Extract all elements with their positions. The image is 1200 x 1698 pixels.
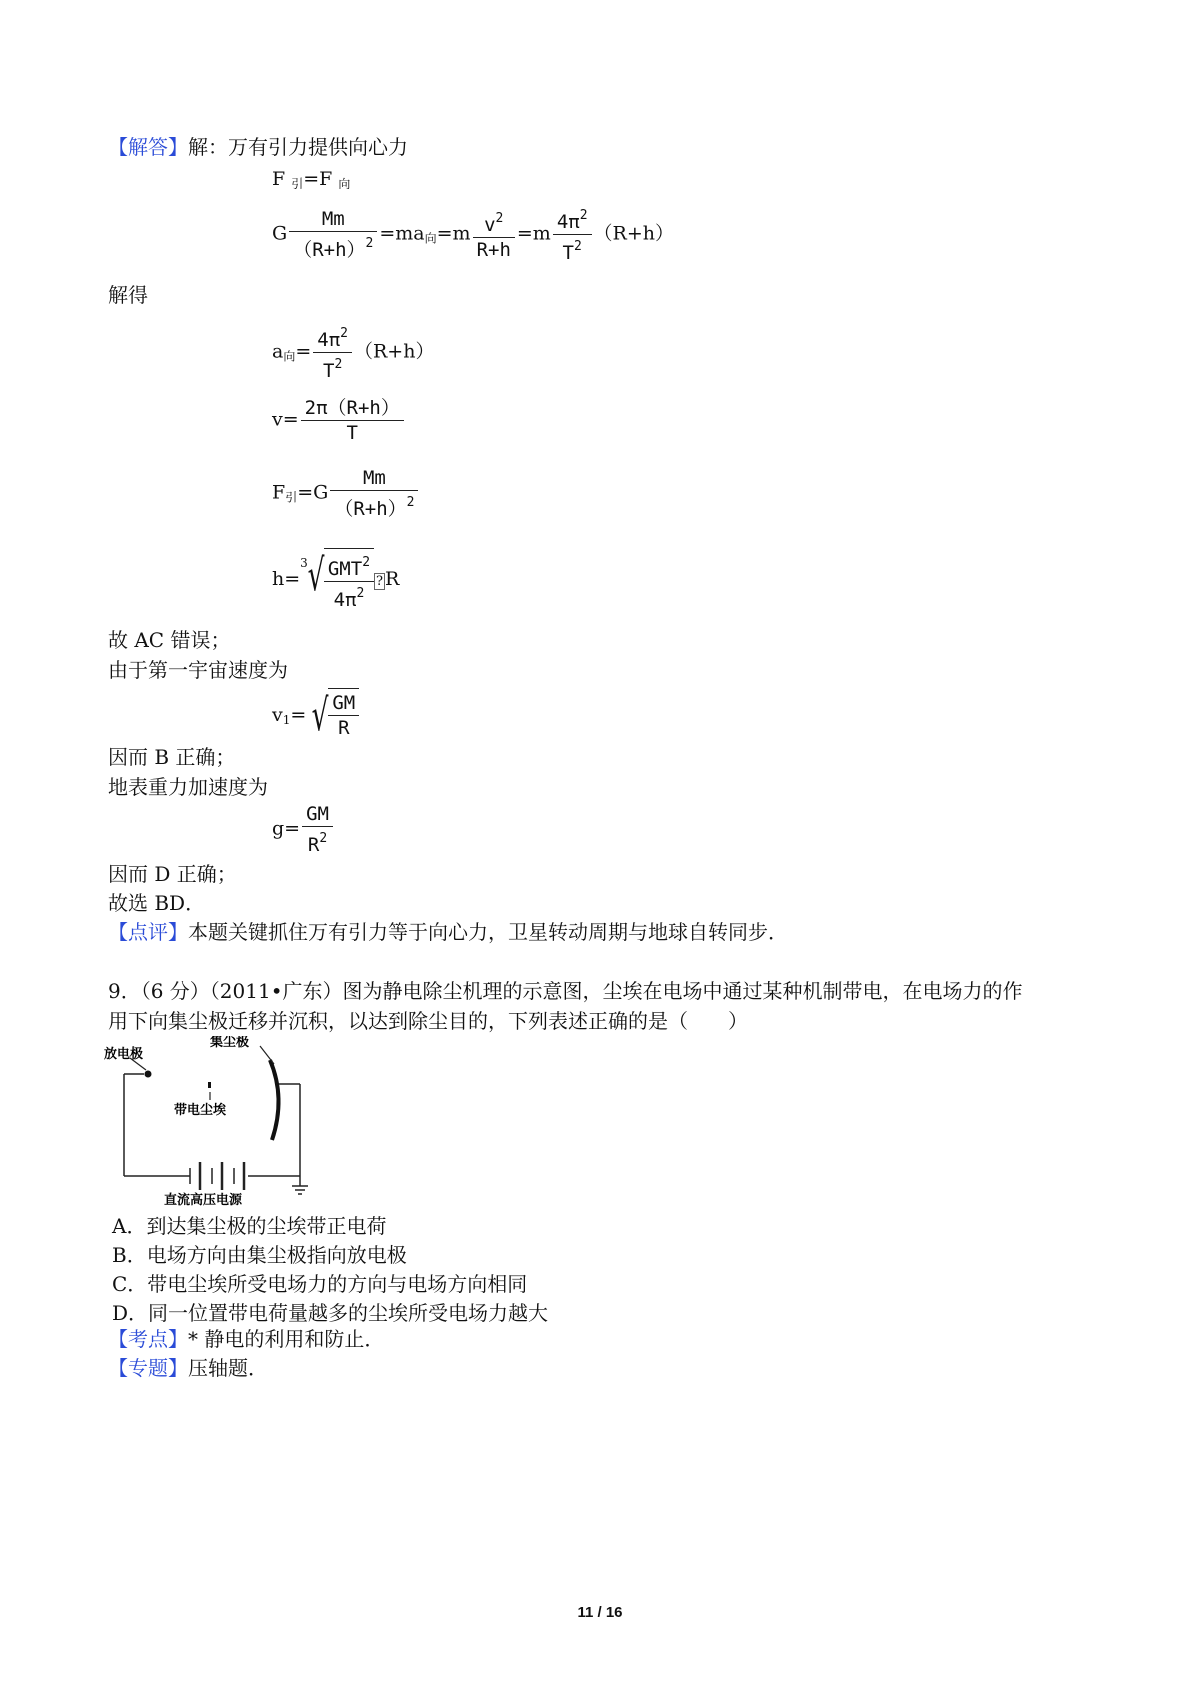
equation-acceleration: $a_向=$ $\frac{4\pi^2}{T^2}$ （R+h） <box>272 322 434 383</box>
equation-velocity: v= $\frac{2\pi(R+h)}{T}$ <box>272 396 406 445</box>
line-d-correct: 因而 D 正确； <box>108 862 237 886</box>
equation-first-speed: $v_1=$ √ $\frac{GM}{R}$ <box>272 688 359 744</box>
collector-electrode-arc <box>270 1060 279 1140</box>
electrostatic-precipitator-diagram <box>100 1036 330 1206</box>
equation-height: h=$^3$ √ $\frac{GMT^2}{4\pi^2}$ ? R <box>272 550 400 611</box>
kaodian-text: * 静电的利用和防止． <box>188 1327 385 1351</box>
fraction: $\frac{v^2}{R+h}$ <box>473 207 515 262</box>
answer-intro: 解：万有引力提供向心力 <box>188 135 408 159</box>
option-a: A．到达集尘极的尘埃带正电荷 <box>112 1214 387 1238</box>
collector-arrow <box>260 1046 274 1064</box>
radical: √ $\frac{GM}{R}$ <box>306 688 359 744</box>
zhuanti-text: 压轴题． <box>188 1356 268 1380</box>
answer-line <box>108 134 408 160</box>
solve-label: 解得 <box>108 283 148 307</box>
fraction: $\frac{Mm}{(R+h)^2}$ <box>330 466 418 521</box>
kaodian-line <box>108 1326 384 1352</box>
zhuanti-tag: 【专题】 <box>108 1356 188 1380</box>
zhuanti-line <box>108 1355 268 1381</box>
kaodian-tag: 【考点】 <box>108 1327 188 1351</box>
option-b: B．电场方向由集尘极指向放电极 <box>112 1243 407 1267</box>
question9-line1: 9．（6 分）（2011•广东）图为静电除尘机理的示意图，尘埃在电场中通过某种机制带电，在电场力的作 <box>108 979 1023 1003</box>
option-d: D．同一位置带电荷量越多的尘埃所受电场力越大 <box>112 1301 549 1325</box>
comment-tag: 【点评】 <box>108 920 188 944</box>
equation-g: g= $\frac{GM}{R^2}$ <box>272 802 335 857</box>
page-number: 11 / 16 <box>577 1604 623 1621</box>
label-dc-hv-source: 直流高压电源 <box>164 1193 243 1206</box>
line-ac-wrong: 故 AC 错误； <box>108 628 231 652</box>
label-charged-dust: 带电尘埃 <box>174 1103 227 1118</box>
dust-particle <box>208 1082 211 1088</box>
line-b-correct: 因而 B 正确； <box>108 745 236 769</box>
line-surface-gravity: 地表重力加速度为 <box>108 775 268 799</box>
question9-line2: 用下向集尘极迁移并沉积，以达到除尘目的，下列表述正确的是（ ） <box>108 1009 748 1033</box>
fraction: $\frac{Mm}{(R+h)^2}$ <box>289 207 377 262</box>
discharge-electrode-dot <box>145 1071 152 1078</box>
line-choose-bd: 故选 BD． <box>108 891 206 915</box>
fraction: $\frac{2\pi(R+h)}{T}$ <box>301 396 404 445</box>
equation-force-balance: F $_引$=F $_向$ <box>272 168 351 191</box>
label-discharge-electrode: 放电极 <box>104 1047 144 1062</box>
comment-line <box>108 919 788 945</box>
line-first-cosmic-speed: 由于第一宇宙速度为 <box>108 658 288 682</box>
fraction: $\frac{4\pi^2}{T^2}$ <box>553 204 592 265</box>
equation-gravity-force: $F_引=G$ $\frac{Mm}{(R+h)^2}$ <box>272 466 420 521</box>
answer-tag: 【解答】 <box>108 135 188 159</box>
fraction: $\frac{GM}{R^2}$ <box>302 802 333 857</box>
fraction: $\frac{4\pi^2}{T^2}$ <box>313 322 352 383</box>
missing-glyph-box: ? <box>376 574 383 589</box>
label-collector-electrode: 集尘极 <box>210 1036 250 1050</box>
equation-centripetal: G $\frac{Mm}{(R+h)^2}$ $=ma_向=m$ $\frac{v^2}{R+h}$ =m $\frac{4\pi^2}{T^2}$ （R+h） <box>272 204 674 265</box>
comment-text: 本题关键抓住万有引力等于向心力，卫星转动周期与地球自转同步． <box>188 920 788 944</box>
option-c: C．带电尘埃所受电场力的方向与电场方向相同 <box>112 1272 528 1296</box>
radical: √ $\frac{GMT^2}{4\pi^2}$ <box>302 548 374 612</box>
